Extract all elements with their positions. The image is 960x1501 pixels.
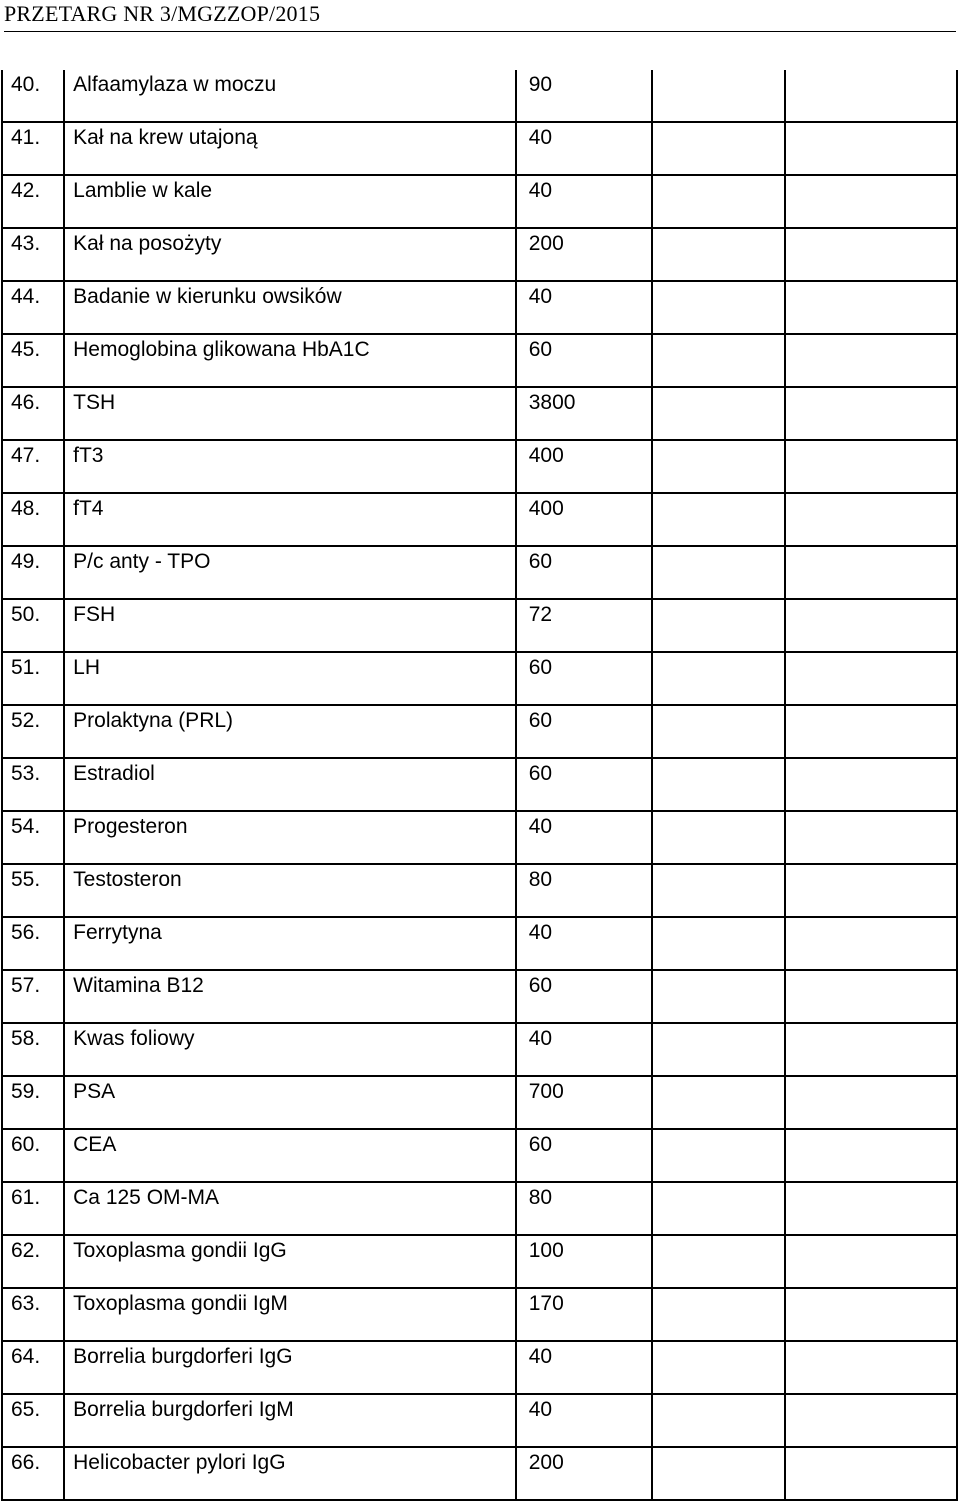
row-number: 44. (2, 281, 64, 334)
empty-cell (785, 1182, 957, 1235)
test-quantity: 40 (516, 1394, 653, 1447)
test-quantity: 90 (516, 70, 653, 122)
row-number: 50. (2, 599, 64, 652)
test-name: Ferrytyna (64, 917, 516, 970)
row-number: 58. (2, 1023, 64, 1076)
empty-cell (652, 228, 785, 281)
table-row (2, 122, 957, 175)
empty-cell (652, 1235, 785, 1288)
empty-cell (652, 811, 785, 864)
empty-cell (652, 70, 785, 122)
table-row (2, 917, 957, 970)
empty-cell (652, 175, 785, 228)
test-name: Toxoplasma gondii IgG (64, 1235, 516, 1288)
row-number: 61. (2, 1182, 64, 1235)
test-quantity: 40 (516, 175, 653, 228)
table-row (2, 864, 957, 917)
table-row (2, 1076, 957, 1129)
test-name: Kał na krew utajoną (64, 122, 516, 175)
row-number: 62. (2, 1235, 64, 1288)
empty-cell (652, 705, 785, 758)
empty-cell (652, 1447, 785, 1500)
test-quantity: 60 (516, 334, 653, 387)
empty-cell (785, 970, 957, 1023)
empty-cell (652, 387, 785, 440)
empty-cell (785, 1288, 957, 1341)
test-quantity: 60 (516, 758, 653, 811)
test-name: Hemoglobina glikowana HbA1C (64, 334, 516, 387)
table-row (2, 228, 957, 281)
test-name: Kał na posożyty (64, 228, 516, 281)
empty-cell (785, 864, 957, 917)
table-row (2, 1235, 957, 1288)
header-divider (4, 31, 956, 32)
row-number: 54. (2, 811, 64, 864)
test-quantity: 40 (516, 1341, 653, 1394)
empty-cell (785, 1235, 957, 1288)
table-row (2, 599, 957, 652)
row-number: 43. (2, 228, 64, 281)
row-number: 56. (2, 917, 64, 970)
empty-cell (785, 1394, 957, 1447)
test-quantity: 40 (516, 122, 653, 175)
table-row (2, 175, 957, 228)
table-row (2, 970, 957, 1023)
test-name: P/c anty - TPO (64, 546, 516, 599)
test-quantity: 170 (516, 1288, 653, 1341)
empty-cell (785, 70, 957, 122)
empty-cell (785, 811, 957, 864)
empty-cell (652, 970, 785, 1023)
row-number: 55. (2, 864, 64, 917)
test-quantity: 60 (516, 1129, 653, 1182)
tests-table (1, 70, 958, 1501)
test-name: Helicobacter pylori IgG (64, 1447, 516, 1500)
empty-cell (785, 1129, 957, 1182)
test-quantity: 3800 (516, 387, 653, 440)
test-name: Prolaktyna (PRL) (64, 705, 516, 758)
table-row (2, 387, 957, 440)
test-quantity: 72 (516, 599, 653, 652)
test-name: Borrelia burgdorferi IgM (64, 1394, 516, 1447)
test-name: Borrelia burgdorferi IgG (64, 1341, 516, 1394)
empty-cell (652, 917, 785, 970)
test-name: Alfaamylaza w moczu (64, 70, 516, 122)
row-number: 48. (2, 493, 64, 546)
test-name: Witamina B12 (64, 970, 516, 1023)
test-name: Ca 125 OM-MA (64, 1182, 516, 1235)
test-quantity: 60 (516, 705, 653, 758)
row-number: 46. (2, 387, 64, 440)
row-number: 42. (2, 175, 64, 228)
table-row (2, 652, 957, 705)
empty-cell (652, 1129, 785, 1182)
empty-cell (785, 228, 957, 281)
empty-cell (652, 1076, 785, 1129)
test-quantity: 400 (516, 440, 653, 493)
empty-cell (785, 175, 957, 228)
test-quantity: 40 (516, 917, 653, 970)
table-row (2, 1288, 957, 1341)
page-header-title: PRZETARG NR 3/MGZZOP/2015 (4, 1, 321, 26)
test-name: TSH (64, 387, 516, 440)
test-name: Badanie w kierunku owsików (64, 281, 516, 334)
empty-cell (785, 1447, 957, 1500)
empty-cell (785, 334, 957, 387)
row-number: 64. (2, 1341, 64, 1394)
empty-cell (652, 1288, 785, 1341)
empty-cell (652, 1341, 785, 1394)
test-quantity: 60 (516, 652, 653, 705)
empty-cell (652, 864, 785, 917)
empty-cell (652, 334, 785, 387)
test-quantity: 40 (516, 811, 653, 864)
table-row (2, 493, 957, 546)
table-row (2, 1023, 957, 1076)
empty-cell (652, 493, 785, 546)
empty-cell (785, 1341, 957, 1394)
test-quantity: 60 (516, 970, 653, 1023)
table-row (2, 281, 957, 334)
empty-cell (652, 1394, 785, 1447)
empty-cell (785, 705, 957, 758)
empty-cell (652, 758, 785, 811)
empty-cell (652, 122, 785, 175)
row-number: 49. (2, 546, 64, 599)
empty-cell (785, 652, 957, 705)
empty-cell (785, 758, 957, 811)
test-name: Testosteron (64, 864, 516, 917)
test-name: Kwas foliowy (64, 1023, 516, 1076)
table-row (2, 758, 957, 811)
test-name: Lamblie w kale (64, 175, 516, 228)
test-name: Toxoplasma gondii IgM (64, 1288, 516, 1341)
table-row (2, 440, 957, 493)
empty-cell (785, 122, 957, 175)
empty-cell (652, 440, 785, 493)
row-number: 53. (2, 758, 64, 811)
test-quantity: 100 (516, 1235, 653, 1288)
row-number: 47. (2, 440, 64, 493)
empty-cell (652, 546, 785, 599)
table-row (2, 1341, 957, 1394)
test-quantity: 60 (516, 546, 653, 599)
empty-cell (785, 281, 957, 334)
test-name: Estradiol (64, 758, 516, 811)
test-name: fT3 (64, 440, 516, 493)
test-quantity: 80 (516, 864, 653, 917)
empty-cell (785, 917, 957, 970)
empty-cell (785, 546, 957, 599)
empty-cell (785, 1076, 957, 1129)
test-quantity: 700 (516, 1076, 653, 1129)
test-name: fT4 (64, 493, 516, 546)
test-name: FSH (64, 599, 516, 652)
test-quantity: 200 (516, 228, 653, 281)
row-number: 41. (2, 122, 64, 175)
test-name: CEA (64, 1129, 516, 1182)
empty-cell (785, 387, 957, 440)
empty-cell (785, 1023, 957, 1076)
test-quantity: 40 (516, 281, 653, 334)
empty-cell (785, 440, 957, 493)
row-number: 45. (2, 334, 64, 387)
row-number: 40. (2, 70, 64, 122)
test-quantity: 400 (516, 493, 653, 546)
empty-cell (652, 1182, 785, 1235)
row-number: 65. (2, 1394, 64, 1447)
table-row (2, 811, 957, 864)
table-row (2, 334, 957, 387)
empty-cell (785, 493, 957, 546)
empty-cell (652, 652, 785, 705)
test-name: LH (64, 652, 516, 705)
table-row (2, 705, 957, 758)
row-number: 51. (2, 652, 64, 705)
table-row (2, 546, 957, 599)
tests-table-body (2, 70, 957, 1500)
row-number: 57. (2, 970, 64, 1023)
table-row (2, 1129, 957, 1182)
row-number: 52. (2, 705, 64, 758)
table-row (2, 1182, 957, 1235)
table-row (2, 1447, 957, 1500)
test-name: Progesteron (64, 811, 516, 864)
row-number: 60. (2, 1129, 64, 1182)
test-quantity: 200 (516, 1447, 653, 1500)
test-quantity: 80 (516, 1182, 653, 1235)
empty-cell (785, 599, 957, 652)
empty-cell (652, 1023, 785, 1076)
test-quantity: 40 (516, 1023, 653, 1076)
test-name: PSA (64, 1076, 516, 1129)
row-number: 63. (2, 1288, 64, 1341)
row-number: 59. (2, 1076, 64, 1129)
empty-cell (652, 599, 785, 652)
row-number: 66. (2, 1447, 64, 1500)
empty-cell (652, 281, 785, 334)
table-row (2, 1394, 957, 1447)
table-row (2, 70, 957, 122)
